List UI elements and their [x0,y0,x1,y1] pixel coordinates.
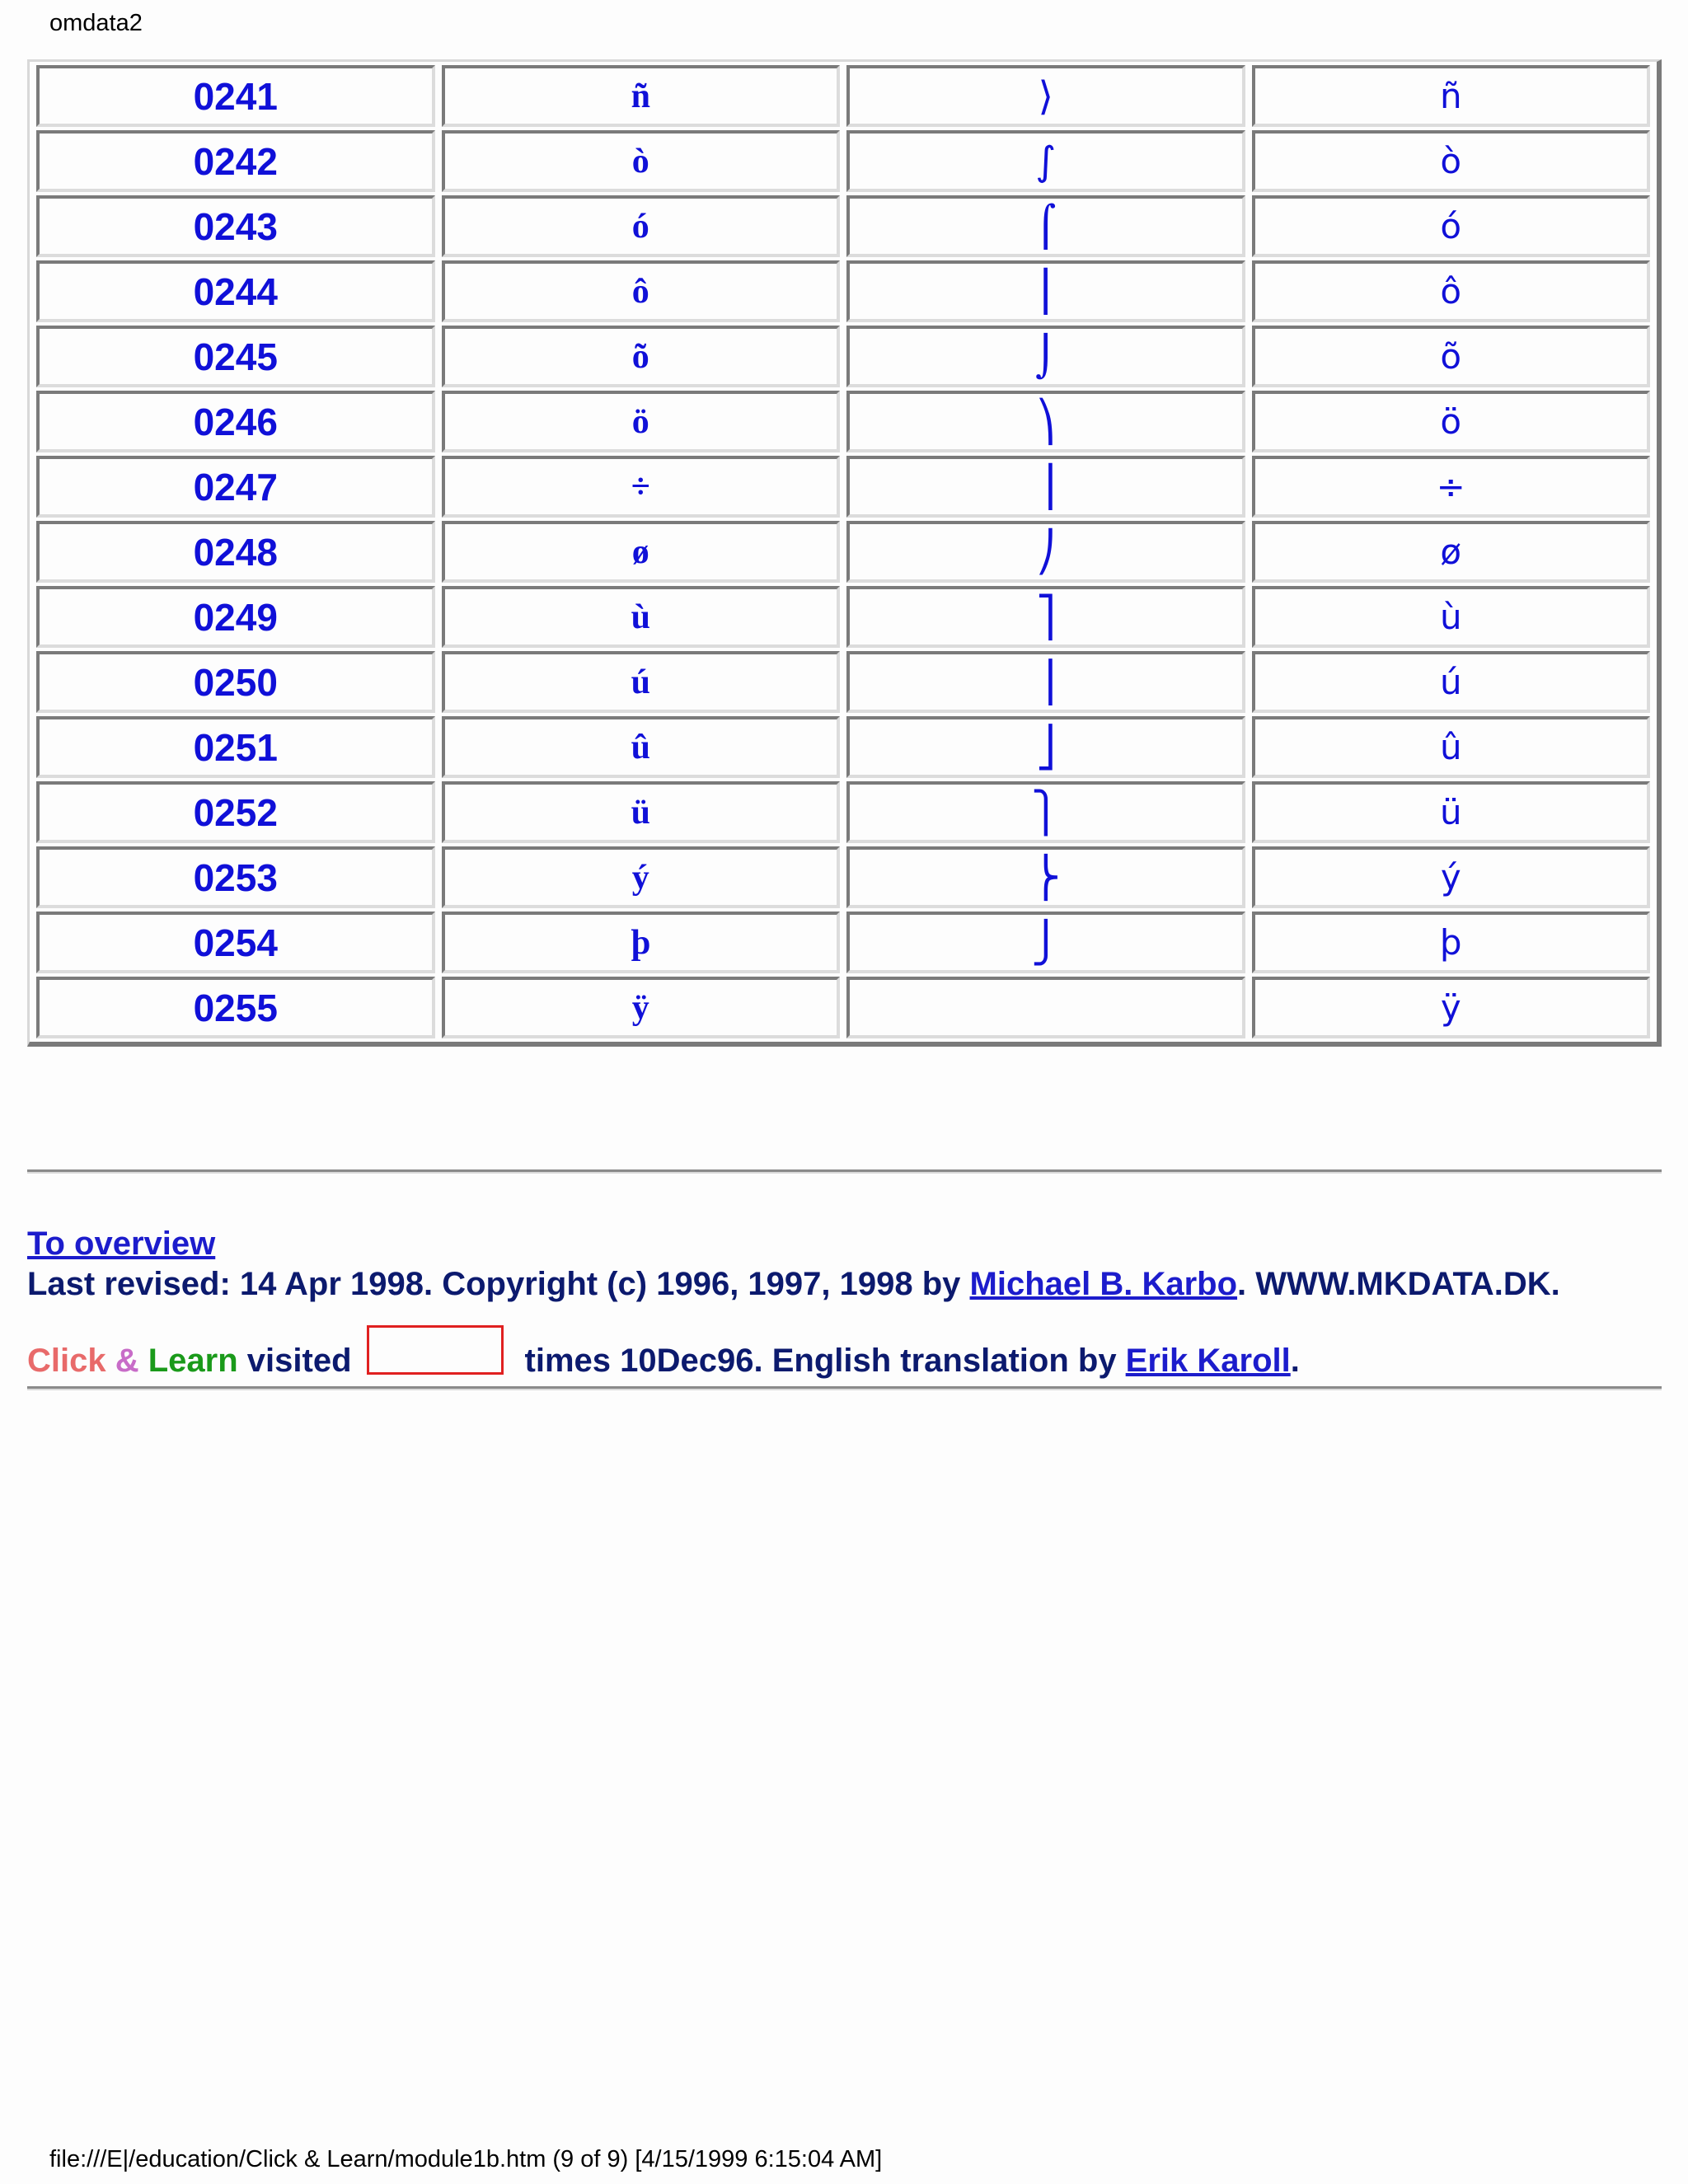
oem-char-cell: ⎥ [846,651,1245,713]
ansi-char-cell: ò [442,130,841,192]
site-text: . WWW.MKDATA.DK. [1237,1266,1560,1302]
code-cell: 0247 [36,456,435,518]
latin-char-cell: ý [1252,846,1651,908]
code-cell: 0253 [36,846,435,908]
ansi-char-cell: ô [442,260,841,322]
table-row [36,586,1650,648]
code-cell: 0248 [36,521,435,583]
oem-char-cell: ⌡ [846,326,1245,387]
ansi-char-cell: þ [442,912,841,973]
print-footer-path: file:///E|/education/Click & Learn/module1b.htm (9 of 9) [4/15/1999 6:15:04 AM] [49,2146,883,2172]
ansi-char-cell: ö [442,391,841,452]
character-table-frame [27,59,1662,1047]
character-table [30,62,1657,1042]
table-row [36,912,1650,973]
oem-char-cell: ⌠ [846,195,1245,257]
character-table-body [36,65,1650,1038]
latin-char-cell: õ [1252,326,1651,387]
table-row [36,260,1650,322]
oem-char-cell: ⎞ [846,391,1245,452]
code-cell: 0255 [36,977,435,1038]
to-overview-link[interactable]: To overview [27,1226,216,1262]
table-row [36,130,1650,192]
code-cell: 0244 [36,260,435,322]
oem-char-cell: ⎭ [846,912,1245,973]
learn-word: Learn [148,1343,238,1379]
ansi-char-cell: õ [442,326,841,387]
ansi-char-cell: ø [442,521,841,583]
ansi-char-cell: ú [442,651,841,713]
latin-char-cell: ÿ [1252,977,1651,1038]
latin-char-cell: ø [1252,521,1651,583]
table-row [36,391,1650,452]
oem-char-cell: ⎦ [846,716,1245,778]
horizontal-rule-bottom [27,1386,1662,1390]
table-row [36,651,1650,713]
ansi-char-cell: ó [442,195,841,257]
times-text: times 10Dec96. English translation by [524,1343,1126,1379]
footer-line-overview [27,1226,215,1263]
code-cell: 0246 [36,391,435,452]
code-cell: 0243 [36,195,435,257]
table-row [36,846,1650,908]
latin-char-cell: þ [1252,912,1651,973]
translator-link[interactable]: Erik Karoll [1125,1343,1291,1379]
revised-text: Last revised: 14 Apr 1998. Copyright (c) 1996, 1997, 1998 by [27,1266,970,1302]
latin-char-cell: ÷ [1252,456,1651,518]
code-cell: 0245 [36,326,435,387]
table-row [36,781,1650,843]
oem-char-cell: ⎫ [846,781,1245,843]
code-cell: 0254 [36,912,435,973]
oem-char-cell: ⎬ [846,846,1245,908]
latin-char-cell: ö [1252,391,1651,452]
footer-line-visits [27,1325,1300,1380]
oem-char-cell: ⎟ [846,456,1245,518]
oem-char-cell: ⎠ [846,521,1245,583]
oem-char-cell: ⎮ [846,260,1245,322]
latin-char-cell: ô [1252,260,1651,322]
code-cell: 0250 [36,651,435,713]
latin-char-cell: û [1252,716,1651,778]
click-word: Click [27,1343,106,1379]
ansi-char-cell: ý [442,846,841,908]
code-cell: 0251 [36,716,435,778]
latin-char-cell: ñ [1252,65,1651,127]
ansi-char-cell: ü [442,781,841,843]
code-cell: 0249 [36,586,435,648]
code-cell: 0252 [36,781,435,843]
oem-char-cell: ∫ [846,130,1245,192]
horizontal-rule-top [27,1169,1662,1174]
table-row [36,521,1650,583]
oem-char-cell [846,977,1245,1038]
period-text: . [1290,1343,1300,1379]
amp-word: & [115,1343,139,1379]
author-link[interactable]: Michael B. Karbo [969,1266,1238,1302]
visited-text: visited [237,1343,352,1379]
latin-char-cell: ù [1252,586,1651,648]
latin-char-cell: ó [1252,195,1651,257]
ansi-char-cell: û [442,716,841,778]
ansi-char-cell: ñ [442,65,841,127]
ansi-char-cell: ÷ [442,456,841,518]
latin-char-cell: ò [1252,130,1651,192]
visit-counter-box [367,1325,504,1375]
table-row [36,326,1650,387]
table-row [36,456,1650,518]
footer-line-revised [27,1266,1560,1303]
ansi-char-cell: ÿ [442,977,841,1038]
table-row [36,195,1650,257]
oem-char-cell: ⟩ [846,65,1245,127]
oem-char-cell: ⎤ [846,586,1245,648]
table-row [36,716,1650,778]
code-cell: 0242 [36,130,435,192]
table-row [36,65,1650,127]
code-cell: 0241 [36,65,435,127]
ansi-char-cell: ù [442,586,841,648]
table-row [36,977,1650,1038]
print-header-title: omdata2 [49,10,143,36]
latin-char-cell: ü [1252,781,1651,843]
latin-char-cell: ú [1252,651,1651,713]
